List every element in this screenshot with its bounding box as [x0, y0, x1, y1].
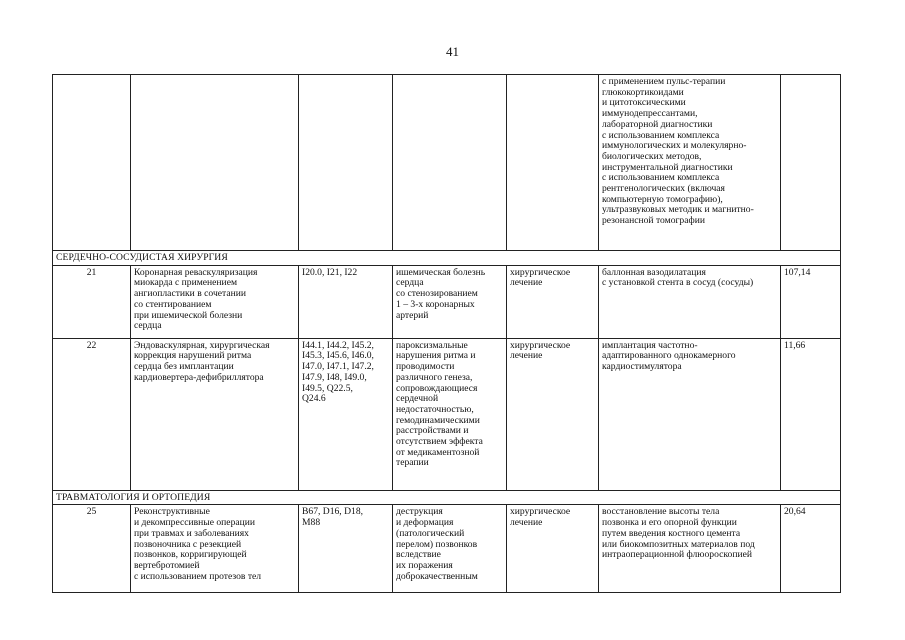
- medical-care-table: [52, 74, 841, 593]
- method-cell: баллонная вазодилатация с установкой стента в сосуд (сосуды): [599, 265, 781, 338]
- name-cell: Реконструктивные и декомпрессивные операции при травмах и заболеваниях позвоночника с резекцией позвонков, корригирующей вертебротомией с использованием протезов тел: [131, 505, 299, 593]
- table-row: [53, 338, 841, 490]
- section-title: ТРАВМАТОЛОГИЯ И ОРТОПЕДИЯ: [53, 490, 841, 505]
- method-cell: восстановление высоты тела позвонка и его опорной функции путем введения костного цемента или биокомпозитных материалов под интраоперационной флюороскопией: [599, 505, 781, 593]
- codes-cell: B67, D16, D18, M88: [299, 505, 393, 593]
- cost-cell: [781, 75, 841, 251]
- patient-model-cell: деструкция и деформация (патологический перелом) позвонков вследствие их поражения доброкачественным: [393, 505, 507, 593]
- num-cell: 22: [53, 338, 131, 490]
- table-row: [53, 75, 841, 251]
- section-header: [53, 490, 841, 505]
- num-cell: 21: [53, 265, 131, 338]
- table-row: [53, 505, 841, 593]
- codes-cell: I20.0, I21, I22: [299, 265, 393, 338]
- cost-cell: 11,66: [781, 338, 841, 490]
- patient-model-cell: [393, 75, 507, 251]
- name-cell: [131, 75, 299, 251]
- cost-cell: 20,64: [781, 505, 841, 593]
- treatment-type-cell: хирургическое лечение: [507, 265, 599, 338]
- treatment-type-cell: хирургическое лечение: [507, 505, 599, 593]
- section-header: [53, 251, 841, 266]
- treatment-type-cell: хирургическое лечение: [507, 338, 599, 490]
- patient-model-cell: пароксизмальные нарушения ритма и проводимости различного генеза, сопровождающиеся сердечной недостаточностью, гемодинамическими расстройствами и отсутствием эффекта от медикаментозной терапии: [393, 338, 507, 490]
- table-row: [53, 265, 841, 338]
- codes-cell: I44.1, I44.2, I45.2, I45.3, I45.6, I46.0, I47.0, I47.1, I47.2, I47.9, I48, I49.0, I49.5, Q22.5, Q24.6: [299, 338, 393, 490]
- num-cell: 25: [53, 505, 131, 593]
- treatment-type-cell: [507, 75, 599, 251]
- name-cell: Коронарная реваскуляризация миокарда с применением ангиопластики в сочетании со стентированием при ишемической болезни сердца: [131, 265, 299, 338]
- cost-cell: 107,14: [781, 265, 841, 338]
- page-number: 41: [446, 44, 459, 59]
- name-cell: Эндоваскулярная, хирургическая коррекция нарушений ритма сердца без имплантации кардиовертера-дефибриллятора: [131, 338, 299, 490]
- codes-cell: [299, 75, 393, 251]
- method-cell: имплантация частотно- адаптированного однокамерного кардиостимулятора: [599, 338, 781, 490]
- patient-model-cell: ишемическая болезнь сердца со стенозированием 1 – 3-х коронарных артерий: [393, 265, 507, 338]
- section-title: СЕРДЕЧНО-СОСУДИСТАЯ ХИРУРГИЯ: [53, 251, 841, 266]
- method-cell: с применением пульс-терапии глюкокортикоидами и цитотоксическими иммунодепрессантами, лабораторной диагностики с использованием комплекса иммунологических и молекулярно- биологических методов, инструментальной диагностики с использованием комплекса рентгенологических (включая компьютерную томографию), ультразвуковых методик и магнитно- резонансной томографии: [599, 75, 781, 251]
- num-cell: [53, 75, 131, 251]
